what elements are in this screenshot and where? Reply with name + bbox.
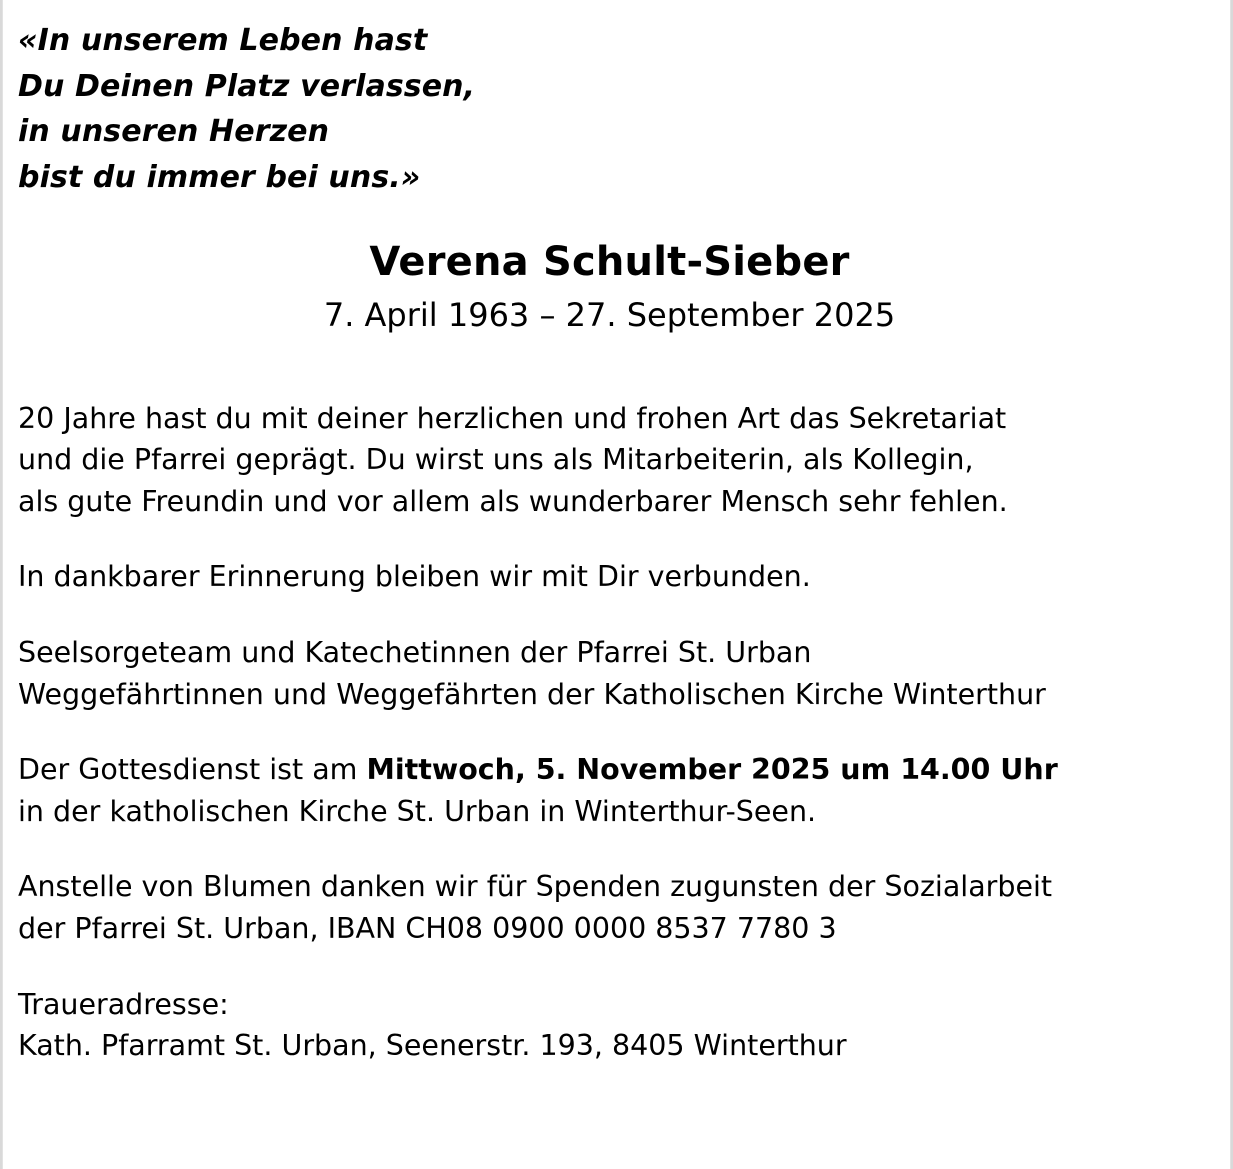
right-border-rule [1230,0,1231,1169]
mourning-address-paragraph [18,984,1209,1067]
mourning-address-label: Traueradresse: [18,987,229,1021]
notice-body [18,398,1209,1067]
remembrance-paragraph [18,556,1209,598]
service-line-1 [18,749,1209,791]
tribute-line-3: als gute Freundin und vor allem als wunderbarer Mensch sehr fehlen. [18,484,1008,518]
donation-line-2: der Pfarrei St. Urban, IBAN CH08 0900 0000 8537 7780 3 [18,912,837,946]
service-datetime: Mittwoch, 5. November 2025 um 14.00 Uhr [366,753,1058,787]
left-border-rule [2,0,3,1169]
deceased-name-block [10,238,1209,337]
mourning-address-line: Kath. Pfarramt St. Urban, Seenerstr. 193, 8405 Winterthur [18,1029,847,1063]
deceased-name: Verena Schult-Sieber [369,239,850,286]
signatories-paragraph [18,632,1209,715]
service-line-2: in der katholischen Kirche St. Urban in Winterthur-Seen. [18,794,817,828]
signatory-line-2: Weggefährtinnen und Weggefährten der Katholischen Kirche Winterthur [18,677,1046,711]
tribute-line-2: und die Pfarrei geprägt. Du wirst uns als Mitarbeiterin, als Kollegin, [18,443,974,477]
service-paragraph [18,749,1209,832]
quote-line-1: «In unserem Leben hast [18,23,428,58]
quote-line-4: bist du immer bei uns.» [18,159,421,195]
tribute-paragraph [18,398,1209,523]
signatory-line-1: Seelsorgeteam und Katechetinnen der Pfarrei St. Urban [18,636,812,669]
quote-line-3: in unseren Herzen [18,114,330,150]
tribute-line-1: 20 Jahre hast du mit deiner herzlichen und frohen Art das Sekretariat [18,401,1007,435]
donation-paragraph [18,866,1209,949]
quote-line-2: Du Deinen Platz verlassen, [18,68,476,104]
service-prefix: Der Gottesdienst ist am [18,753,367,787]
donation-line-1: Anstelle von Blumen danken wir für Spenden zugunsten der Sozialarbeit [18,870,1053,904]
life-dates: 7. April 1963 – 27. September 2025 [323,296,896,335]
remembrance-line: In dankbarer Erinnerung bleiben wir mit Dir verbunden. [18,560,811,594]
memorial-quote [18,18,1209,200]
